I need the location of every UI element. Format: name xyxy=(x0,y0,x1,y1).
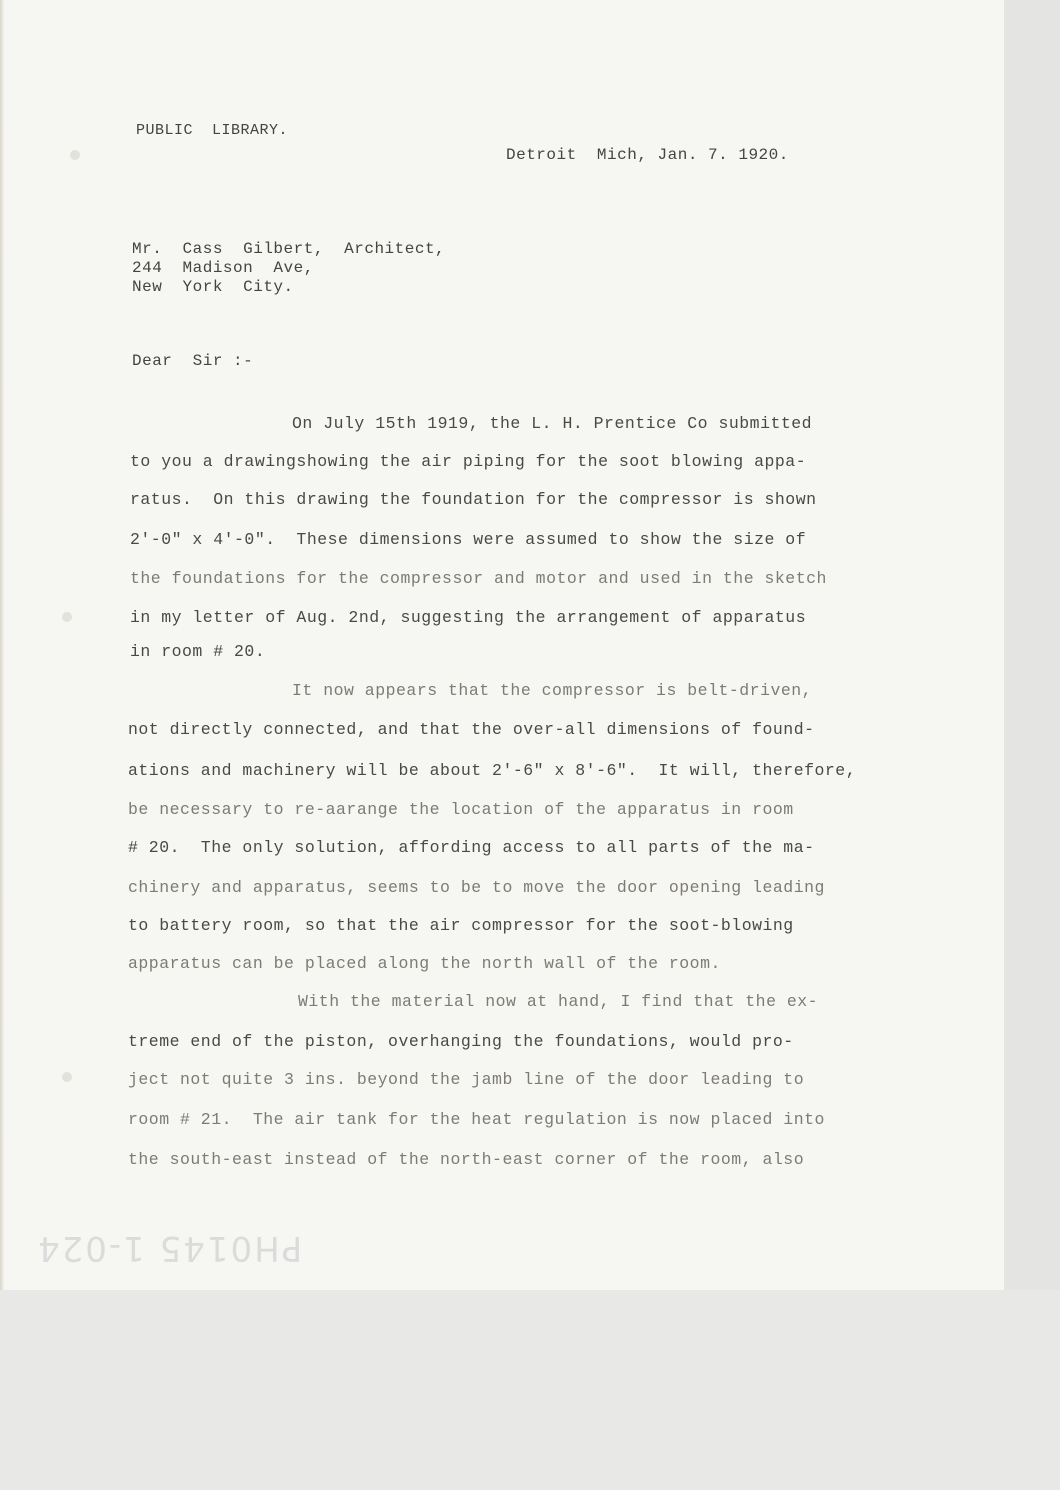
body-line: ations and machinery will be about 2'-6" x 8'-6". It will, therefore, xyxy=(128,761,857,780)
address-line: 244 Madison Ave, xyxy=(132,259,314,277)
body-line: ject not quite 3 ins. beyond the jamb line of the door leading to xyxy=(128,1070,805,1089)
body-line: room # 21. The air tank for the heat regulation is now placed into xyxy=(128,1110,825,1129)
archive-stamp: PH0145 1-024 xyxy=(36,1228,303,1268)
greeting: Dear Sir :- xyxy=(132,352,254,370)
body-line: On July 15th 1919, the L. H. Prentice Co submitted xyxy=(292,414,813,433)
body-line: With the material now at hand, I find that the ex- xyxy=(298,992,819,1011)
scan-background-bottom xyxy=(0,1290,1060,1490)
page-edge xyxy=(0,0,4,1290)
dateline: Detroit Mich, Jan. 7. 1920. xyxy=(506,146,789,164)
body-line: 2'-0" x 4'-0". These dimensions were assumed to show the size of xyxy=(130,530,807,549)
body-line: in room # 20. xyxy=(130,642,266,661)
body-line: to you a drawingshowing the air piping for the soot blowing appa- xyxy=(130,452,807,471)
body-line: not directly connected, and that the over-all dimensions of found- xyxy=(128,720,815,739)
address-line: New York City. xyxy=(132,278,294,296)
body-line: It now appears that the compressor is belt-driven, xyxy=(292,681,813,700)
body-line: apparatus can be placed along the north wall of the room. xyxy=(128,954,721,973)
body-line: chinery and apparatus, seems to be to move the door opening leading xyxy=(128,878,825,897)
scan-background-right xyxy=(1004,0,1060,1290)
binding-hole xyxy=(70,150,80,160)
address-line: Mr. Cass Gilbert, Architect, xyxy=(132,240,446,258)
body-line: in my letter of Aug. 2nd, suggesting the arrangement of apparatus xyxy=(130,608,807,627)
body-line: the south-east instead of the north-east corner of the room, also xyxy=(128,1150,805,1169)
body-line: ratus. On this drawing the foundation for the compressor is shown xyxy=(130,490,817,509)
body-line: # 20. The only solution, affording access to all parts of the ma- xyxy=(128,838,815,857)
letterhead: PUBLIC LIBRARY. xyxy=(136,122,289,139)
binding-hole xyxy=(62,612,72,622)
body-line: treme end of the piston, overhanging the foundations, would pro- xyxy=(128,1032,794,1051)
body-line: to battery room, so that the air compressor for the soot-blowing xyxy=(128,916,794,935)
body-line: the foundations for the compressor and motor and used in the sketch xyxy=(130,569,827,588)
binding-hole xyxy=(62,1072,72,1082)
body-line: be necessary to re-aarange the location of the apparatus in room xyxy=(128,800,794,819)
